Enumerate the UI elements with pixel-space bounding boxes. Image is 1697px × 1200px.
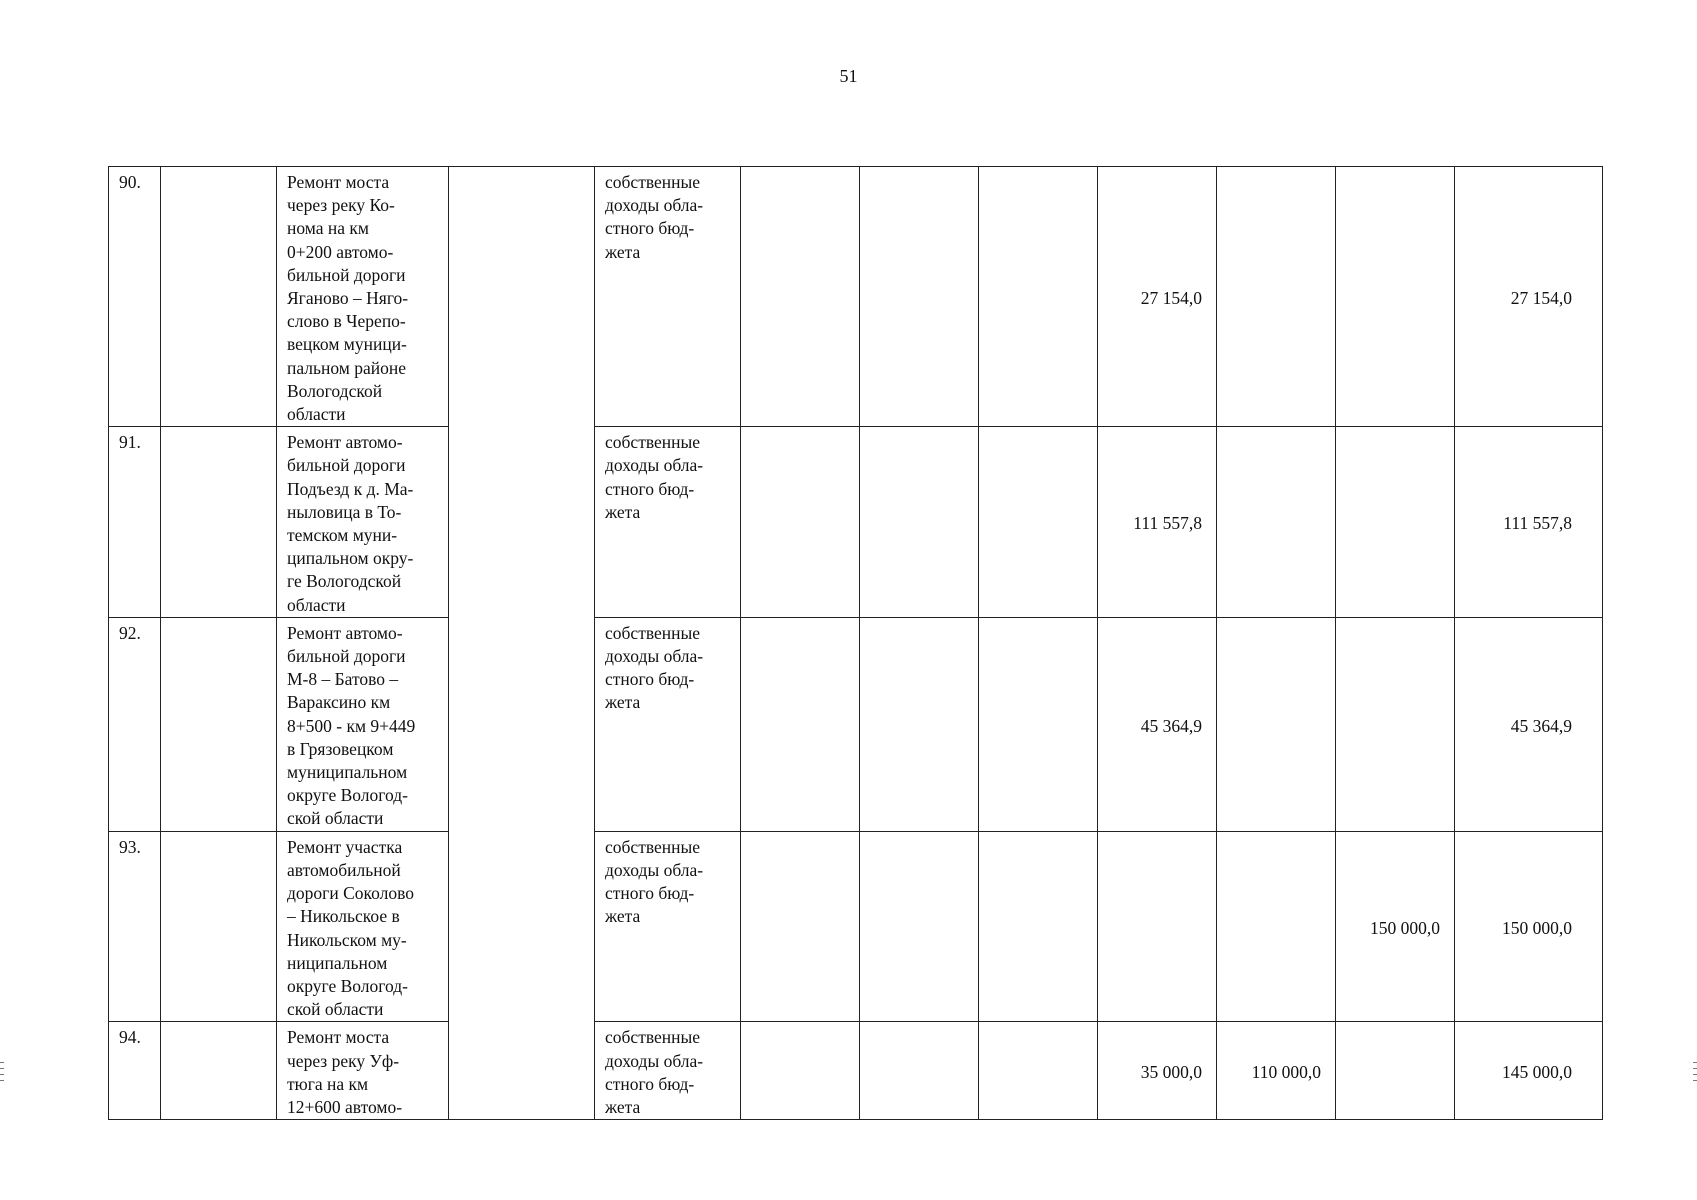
year-3-amount bbox=[1336, 617, 1455, 831]
empty-cell bbox=[860, 617, 979, 831]
year-2-amount: 110 000,0 bbox=[1217, 1022, 1336, 1120]
empty-cell bbox=[979, 1022, 1098, 1120]
table-row bbox=[109, 167, 1603, 427]
empty-cell bbox=[161, 1022, 277, 1120]
year-1-amount: 111 557,8 bbox=[1098, 427, 1217, 618]
empty-cell bbox=[741, 831, 860, 1022]
year-2-amount bbox=[1217, 831, 1336, 1022]
funding-source: собственные доходы обла- стного бюд- жета bbox=[595, 617, 741, 831]
funding-source: собственные доходы обла- стного бюд- жета bbox=[595, 167, 741, 427]
empty-cell bbox=[979, 427, 1098, 618]
object-name: Ремонт моста через реку Ко- нома на км 0+200 автомо- бильной дороги Яганово – Няго- слово в Черепо- вецком муници- пальном районе Вологодской области bbox=[277, 167, 449, 427]
funding-source: собственные доходы обла- стного бюд- жета bbox=[595, 831, 741, 1022]
row-index: 90. bbox=[109, 167, 161, 427]
object-name: Ремонт автомо- бильной дороги Подъезд к д. Ма- ныловица в То- темском муни- ципальном окру- ге Вологодской области bbox=[277, 427, 449, 618]
funding-source: собственные доходы обла- стного бюд- жета bbox=[595, 427, 741, 618]
empty-cell bbox=[741, 427, 860, 618]
year-1-amount: 27 154,0 bbox=[1098, 167, 1217, 427]
table-row bbox=[109, 427, 1603, 618]
empty-cell bbox=[979, 617, 1098, 831]
empty-cell bbox=[860, 427, 979, 618]
year-1-amount bbox=[1098, 831, 1217, 1022]
budget-table bbox=[108, 166, 1603, 1120]
year-3-amount bbox=[1336, 1022, 1455, 1120]
year-2-amount bbox=[1217, 617, 1336, 831]
row-index: 94. bbox=[109, 1022, 161, 1120]
table-row bbox=[109, 617, 1603, 831]
year-2-amount bbox=[1217, 427, 1336, 618]
empty-merged-cell bbox=[449, 167, 595, 1120]
total-amount: 150 000,0 bbox=[1455, 831, 1603, 1022]
total-amount: 45 364,9 bbox=[1455, 617, 1603, 831]
object-name: Ремонт автомо- бильной дороги М-8 – Батово – Вараксино км 8+500 - км 9+449 в Грязовецком муниципальном округе Вологод- ской области bbox=[277, 617, 449, 831]
object-name: Ремонт участка автомобильной дороги Соколово – Никольское в Никольском му- ниципальном округе Вологод- ской области bbox=[277, 831, 449, 1022]
empty-cell bbox=[161, 427, 277, 618]
table-row bbox=[109, 1022, 1603, 1120]
scan-edge-marks-right bbox=[1693, 1062, 1697, 1086]
year-1-amount: 35 000,0 bbox=[1098, 1022, 1217, 1120]
row-index: 91. bbox=[109, 427, 161, 618]
total-amount: 111 557,8 bbox=[1455, 427, 1603, 618]
empty-cell bbox=[161, 167, 277, 427]
year-3-amount bbox=[1336, 427, 1455, 618]
empty-cell bbox=[979, 167, 1098, 427]
empty-cell bbox=[979, 831, 1098, 1022]
year-3-amount bbox=[1336, 167, 1455, 427]
empty-cell bbox=[741, 617, 860, 831]
page-number: 51 bbox=[839, 66, 858, 86]
table-row bbox=[109, 831, 1603, 1022]
object-name: Ремонт моста через реку Уф- тюга на км 12+600 автомо- bbox=[277, 1022, 449, 1120]
row-index: 92. bbox=[109, 617, 161, 831]
total-amount: 145 000,0 bbox=[1455, 1022, 1603, 1120]
funding-source: собственные доходы обла- стного бюд- жета bbox=[595, 1022, 741, 1120]
year-3-amount: 150 000,0 bbox=[1336, 831, 1455, 1022]
scan-edge-marks-left bbox=[0, 1062, 4, 1086]
empty-cell bbox=[741, 167, 860, 427]
empty-cell bbox=[161, 617, 277, 831]
year-1-amount: 45 364,9 bbox=[1098, 617, 1217, 831]
empty-cell bbox=[161, 831, 277, 1022]
row-index: 93. bbox=[109, 831, 161, 1022]
empty-cell bbox=[860, 1022, 979, 1120]
empty-cell bbox=[741, 1022, 860, 1120]
empty-cell bbox=[860, 167, 979, 427]
year-2-amount bbox=[1217, 167, 1336, 427]
empty-cell bbox=[860, 831, 979, 1022]
total-amount: 27 154,0 bbox=[1455, 167, 1603, 427]
